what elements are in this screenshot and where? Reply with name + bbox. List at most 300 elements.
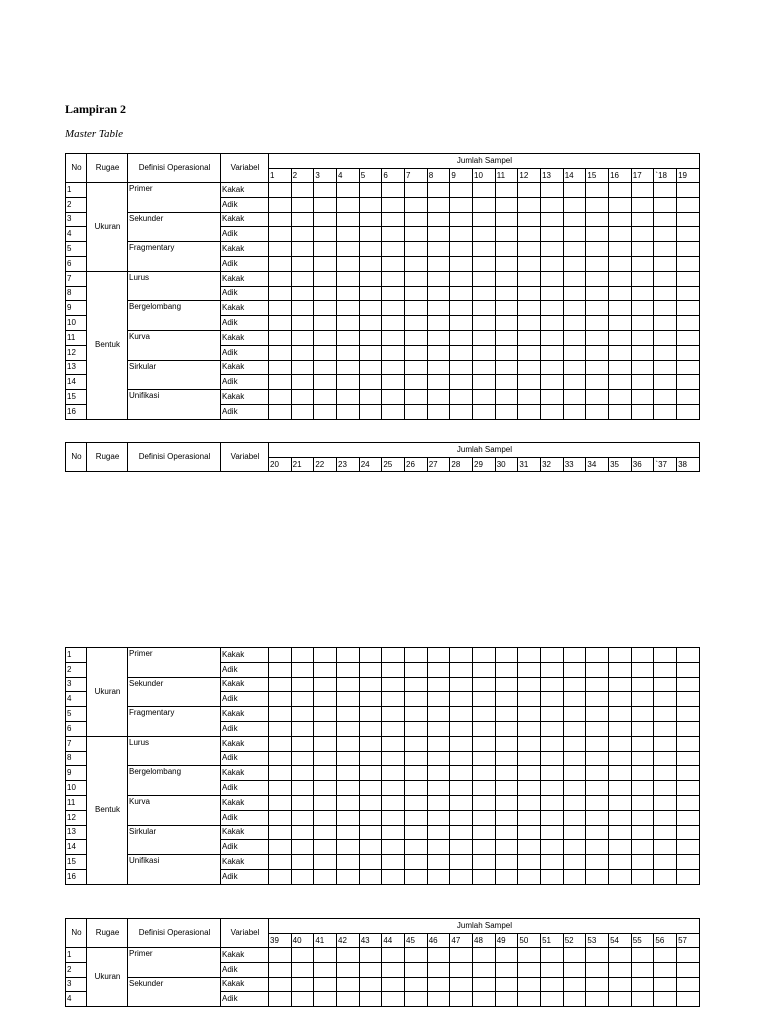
sample-cell xyxy=(450,977,473,992)
sample-cell xyxy=(654,227,677,242)
sample-number: 12 xyxy=(518,169,541,183)
header-definisi-operasional: Definisi Operasional xyxy=(128,154,221,183)
sample-cell xyxy=(586,316,609,331)
sample-cell xyxy=(495,751,518,766)
sample-cell xyxy=(631,962,654,977)
sample-number: 46 xyxy=(427,934,450,948)
sample-cell xyxy=(314,256,337,271)
sample-cell xyxy=(677,810,700,825)
row-number: 2 xyxy=(66,962,87,977)
sample-cell xyxy=(359,962,382,977)
sample-cell xyxy=(427,692,450,707)
sample-cell xyxy=(563,825,586,840)
sample-cell xyxy=(586,345,609,360)
sample-cell xyxy=(291,962,314,977)
sample-cell xyxy=(563,736,586,751)
sample-cell xyxy=(473,345,496,360)
sample-cell xyxy=(405,707,428,722)
sample-cell xyxy=(541,648,564,663)
sample-cell xyxy=(586,404,609,419)
sample-cell xyxy=(586,751,609,766)
sample-cell xyxy=(541,271,564,286)
sample-cell xyxy=(586,992,609,1007)
sample-number: 13 xyxy=(541,169,564,183)
sample-cell xyxy=(314,227,337,242)
sample-number: 1 xyxy=(269,169,292,183)
row-number: 5 xyxy=(66,242,87,257)
sample-cell xyxy=(269,345,292,360)
sample-number: 15 xyxy=(586,169,609,183)
sample-cell xyxy=(631,948,654,963)
sample-cell xyxy=(586,948,609,963)
sample-cell xyxy=(314,404,337,419)
variabel-cell: Kakak xyxy=(221,242,269,257)
sample-cell xyxy=(631,256,654,271)
sample-cell xyxy=(382,256,405,271)
sample-cell xyxy=(427,855,450,870)
sample-cell xyxy=(291,404,314,419)
sample-cell xyxy=(473,825,496,840)
rugae-cell: Ukuran xyxy=(87,648,128,737)
sample-cell xyxy=(654,855,677,870)
sample-cell xyxy=(541,242,564,257)
sample-cell xyxy=(405,242,428,257)
sample-cell xyxy=(291,662,314,677)
sample-cell xyxy=(291,648,314,663)
sample-number: 9 xyxy=(450,169,473,183)
sample-cell xyxy=(337,212,360,227)
sample-cell xyxy=(359,197,382,212)
sample-cell xyxy=(631,825,654,840)
sample-cell xyxy=(450,375,473,390)
sample-cell xyxy=(314,271,337,286)
sample-cell xyxy=(631,869,654,884)
sample-number: 29 xyxy=(473,458,496,472)
sample-cell xyxy=(337,301,360,316)
sample-cell xyxy=(518,977,541,992)
sample-cell xyxy=(677,212,700,227)
variabel-cell: Adik xyxy=(221,227,269,242)
sample-cell xyxy=(609,271,632,286)
sample-cell xyxy=(405,721,428,736)
sample-cell xyxy=(359,662,382,677)
sample-cell xyxy=(631,330,654,345)
sample-cell xyxy=(269,992,292,1007)
sample-cell xyxy=(314,345,337,360)
variabel-cell: Kakak xyxy=(221,707,269,722)
sample-number: 42 xyxy=(337,934,360,948)
sample-cell xyxy=(359,390,382,405)
sample-cell xyxy=(654,810,677,825)
sample-cell xyxy=(609,692,632,707)
variabel-cell: Adik xyxy=(221,345,269,360)
sample-cell xyxy=(563,301,586,316)
sample-cell xyxy=(405,345,428,360)
sample-cell xyxy=(586,766,609,781)
row-number: 1 xyxy=(66,648,87,663)
sample-cell xyxy=(427,781,450,796)
sample-cell xyxy=(450,183,473,198)
sample-cell xyxy=(677,962,700,977)
sample-cell xyxy=(291,766,314,781)
sample-cell xyxy=(359,948,382,963)
sample-cell xyxy=(631,707,654,722)
sample-cell xyxy=(677,869,700,884)
row-number: 7 xyxy=(66,271,87,286)
sample-cell xyxy=(495,183,518,198)
variabel-cell: Kakak xyxy=(221,301,269,316)
sample-cell xyxy=(291,751,314,766)
sample-cell xyxy=(427,648,450,663)
sample-cell xyxy=(495,648,518,663)
variabel-cell: Adik xyxy=(221,992,269,1007)
sample-cell xyxy=(269,736,292,751)
sample-cell xyxy=(654,992,677,1007)
sample-cell xyxy=(654,977,677,992)
sample-cell xyxy=(405,781,428,796)
row-number: 4 xyxy=(66,227,87,242)
definisi-cell: Fragmentary xyxy=(128,242,221,272)
sample-cell xyxy=(359,301,382,316)
sample-cell xyxy=(654,286,677,301)
sample-cell xyxy=(495,271,518,286)
sample-cell xyxy=(677,751,700,766)
sample-cell xyxy=(427,721,450,736)
sample-cell xyxy=(654,751,677,766)
sample-cell xyxy=(541,227,564,242)
sample-cell xyxy=(359,677,382,692)
sample-cell xyxy=(382,855,405,870)
variabel-cell: Kakak xyxy=(221,183,269,198)
sample-cell xyxy=(269,962,292,977)
sample-cell xyxy=(518,825,541,840)
sample-cell xyxy=(586,212,609,227)
sample-cell xyxy=(337,360,360,375)
sample-cell xyxy=(609,721,632,736)
sample-cell xyxy=(314,736,337,751)
sample-cell xyxy=(450,677,473,692)
sample-number: `37 xyxy=(654,458,677,472)
sample-number: 51 xyxy=(541,934,564,948)
row-number: 11 xyxy=(66,330,87,345)
sample-cell xyxy=(473,677,496,692)
sample-cell xyxy=(314,840,337,855)
sample-number: 44 xyxy=(382,934,405,948)
sample-cell xyxy=(631,316,654,331)
sample-cell xyxy=(382,662,405,677)
sample-cell xyxy=(291,992,314,1007)
table-row xyxy=(66,360,700,375)
sample-cell xyxy=(427,707,450,722)
sample-cell xyxy=(450,707,473,722)
sample-cell xyxy=(495,301,518,316)
sample-cell xyxy=(563,390,586,405)
sample-cell xyxy=(405,977,428,992)
sample-cell xyxy=(518,360,541,375)
sample-cell xyxy=(382,948,405,963)
sample-cell xyxy=(541,795,564,810)
sample-cell xyxy=(450,212,473,227)
sample-cell xyxy=(586,197,609,212)
sample-cell xyxy=(427,271,450,286)
sample-cell xyxy=(518,781,541,796)
sample-cell xyxy=(541,781,564,796)
sample-cell xyxy=(314,390,337,405)
sample-cell xyxy=(631,242,654,257)
sample-cell xyxy=(473,810,496,825)
sample-cell xyxy=(314,662,337,677)
sample-cell xyxy=(473,227,496,242)
sample-cell xyxy=(677,242,700,257)
variabel-cell: Kakak xyxy=(221,677,269,692)
sample-cell xyxy=(359,766,382,781)
sample-cell xyxy=(359,825,382,840)
sample-cell xyxy=(427,286,450,301)
sample-cell xyxy=(473,766,496,781)
sample-cell xyxy=(359,795,382,810)
sample-cell xyxy=(631,375,654,390)
sample-cell xyxy=(495,197,518,212)
sample-cell xyxy=(563,360,586,375)
sample-cell xyxy=(382,781,405,796)
sample-cell xyxy=(427,256,450,271)
sample-cell xyxy=(473,692,496,707)
sample-cell xyxy=(359,330,382,345)
sample-cell xyxy=(473,256,496,271)
sample-cell xyxy=(609,404,632,419)
sample-cell xyxy=(586,977,609,992)
sample-number: 45 xyxy=(405,934,428,948)
sample-cell xyxy=(586,810,609,825)
sample-cell xyxy=(337,810,360,825)
sample-cell xyxy=(473,360,496,375)
sample-cell xyxy=(291,227,314,242)
sample-cell xyxy=(269,256,292,271)
sample-cell xyxy=(563,795,586,810)
sample-cell xyxy=(495,390,518,405)
sample-cell xyxy=(563,855,586,870)
sample-cell xyxy=(563,840,586,855)
sample-cell xyxy=(541,962,564,977)
sample-cell xyxy=(541,404,564,419)
sample-cell xyxy=(291,330,314,345)
sample-cell xyxy=(654,795,677,810)
sample-cell xyxy=(473,721,496,736)
variabel-cell: Adik xyxy=(221,781,269,796)
sample-cell xyxy=(495,977,518,992)
variabel-cell: Kakak xyxy=(221,360,269,375)
sample-cell xyxy=(359,977,382,992)
sample-cell xyxy=(631,390,654,405)
sample-cell xyxy=(631,227,654,242)
sample-cell xyxy=(609,840,632,855)
table-row xyxy=(66,301,700,316)
sample-cell xyxy=(631,183,654,198)
sample-cell xyxy=(291,840,314,855)
sample-cell xyxy=(473,948,496,963)
sample-cell xyxy=(563,869,586,884)
sample-cell xyxy=(495,948,518,963)
sample-cell xyxy=(654,197,677,212)
sample-cell xyxy=(677,707,700,722)
table-row xyxy=(66,795,700,810)
sample-cell xyxy=(382,183,405,198)
table-row xyxy=(66,212,700,227)
sample-number: 20 xyxy=(269,458,292,472)
sample-cell xyxy=(473,662,496,677)
sample-number: 11 xyxy=(495,169,518,183)
sample-number: 24 xyxy=(359,458,382,472)
table-row xyxy=(66,766,700,781)
sample-cell xyxy=(586,962,609,977)
sample-cell xyxy=(314,810,337,825)
header-rugae: Rugae xyxy=(87,443,128,472)
sample-cell xyxy=(541,390,564,405)
sample-cell xyxy=(405,197,428,212)
sample-cell xyxy=(495,286,518,301)
sample-cell xyxy=(677,271,700,286)
sample-cell xyxy=(269,330,292,345)
row-number: 6 xyxy=(66,721,87,736)
variabel-cell: Adik xyxy=(221,810,269,825)
sample-cell xyxy=(631,360,654,375)
sample-cell xyxy=(269,840,292,855)
sample-cell xyxy=(291,360,314,375)
sample-cell xyxy=(609,183,632,198)
sample-cell xyxy=(609,330,632,345)
sample-cell xyxy=(586,390,609,405)
sample-cell xyxy=(518,242,541,257)
sample-cell xyxy=(541,751,564,766)
sample-cell xyxy=(450,948,473,963)
sample-cell xyxy=(631,286,654,301)
sample-cell xyxy=(382,795,405,810)
sample-cell xyxy=(337,183,360,198)
sample-number: 49 xyxy=(495,934,518,948)
row-number: 5 xyxy=(66,707,87,722)
sample-cell xyxy=(314,721,337,736)
sample-cell xyxy=(450,242,473,257)
sample-cell xyxy=(609,977,632,992)
sample-cell xyxy=(450,390,473,405)
sample-cell xyxy=(563,271,586,286)
sample-cell xyxy=(269,677,292,692)
sample-cell xyxy=(586,330,609,345)
sample-cell xyxy=(518,992,541,1007)
sample-cell xyxy=(269,948,292,963)
sample-cell xyxy=(382,360,405,375)
sample-cell xyxy=(495,840,518,855)
sample-cell xyxy=(291,707,314,722)
sample-cell xyxy=(518,316,541,331)
sample-number: 8 xyxy=(427,169,450,183)
sample-cell xyxy=(495,662,518,677)
sample-cell xyxy=(450,662,473,677)
sample-cell xyxy=(609,855,632,870)
sample-cell xyxy=(269,183,292,198)
sample-cell xyxy=(337,375,360,390)
sample-cell xyxy=(609,948,632,963)
sample-cell xyxy=(337,962,360,977)
sample-cell xyxy=(427,404,450,419)
sample-cell xyxy=(337,330,360,345)
sample-cell xyxy=(563,404,586,419)
sample-cell xyxy=(359,271,382,286)
row-number: 8 xyxy=(66,286,87,301)
sample-cell xyxy=(314,648,337,663)
sample-cell xyxy=(518,404,541,419)
row-number: 4 xyxy=(66,692,87,707)
sample-cell xyxy=(677,316,700,331)
row-number: 12 xyxy=(66,810,87,825)
sample-number: 31 xyxy=(518,458,541,472)
definisi-cell: Primer xyxy=(128,183,221,213)
sample-cell xyxy=(677,404,700,419)
sample-cell xyxy=(359,404,382,419)
sample-cell xyxy=(405,795,428,810)
sample-cell xyxy=(586,648,609,663)
definisi-cell: Lurus xyxy=(128,736,221,766)
sample-cell xyxy=(450,766,473,781)
variabel-cell: Adik xyxy=(221,840,269,855)
sample-cell xyxy=(518,677,541,692)
sample-cell xyxy=(269,662,292,677)
sample-cell xyxy=(291,692,314,707)
sample-cell xyxy=(269,810,292,825)
sample-cell xyxy=(359,707,382,722)
sample-cell xyxy=(518,648,541,663)
sample-cell xyxy=(631,766,654,781)
sample-cell xyxy=(405,648,428,663)
sample-cell xyxy=(654,183,677,198)
sample-cell xyxy=(269,271,292,286)
sample-cell xyxy=(677,330,700,345)
variabel-cell: Adik xyxy=(221,662,269,677)
sample-cell xyxy=(427,766,450,781)
sample-cell xyxy=(291,345,314,360)
sample-number: 55 xyxy=(631,934,654,948)
sample-cell xyxy=(654,360,677,375)
sample-cell xyxy=(586,360,609,375)
sample-cell xyxy=(427,677,450,692)
sample-cell xyxy=(405,227,428,242)
sample-cell xyxy=(427,301,450,316)
rugae-cell: Ukuran xyxy=(87,948,128,1007)
sample-cell xyxy=(495,227,518,242)
sample-cell xyxy=(337,677,360,692)
row-number: 3 xyxy=(66,977,87,992)
sample-cell xyxy=(541,707,564,722)
sample-cell xyxy=(427,390,450,405)
sample-cell xyxy=(359,721,382,736)
sample-cell xyxy=(563,227,586,242)
sample-cell xyxy=(405,751,428,766)
sample-cell xyxy=(541,212,564,227)
variabel-cell: Adik xyxy=(221,751,269,766)
sample-cell xyxy=(609,781,632,796)
variabel-cell: Kakak xyxy=(221,825,269,840)
sample-cell xyxy=(359,316,382,331)
sample-cell xyxy=(677,992,700,1007)
sample-cell xyxy=(473,271,496,286)
rugae-cell: Bentuk xyxy=(87,736,128,884)
sample-cell xyxy=(609,390,632,405)
sample-cell xyxy=(382,751,405,766)
sample-cell xyxy=(450,781,473,796)
sample-cell xyxy=(495,404,518,419)
sample-cell xyxy=(654,256,677,271)
sample-cell xyxy=(631,197,654,212)
